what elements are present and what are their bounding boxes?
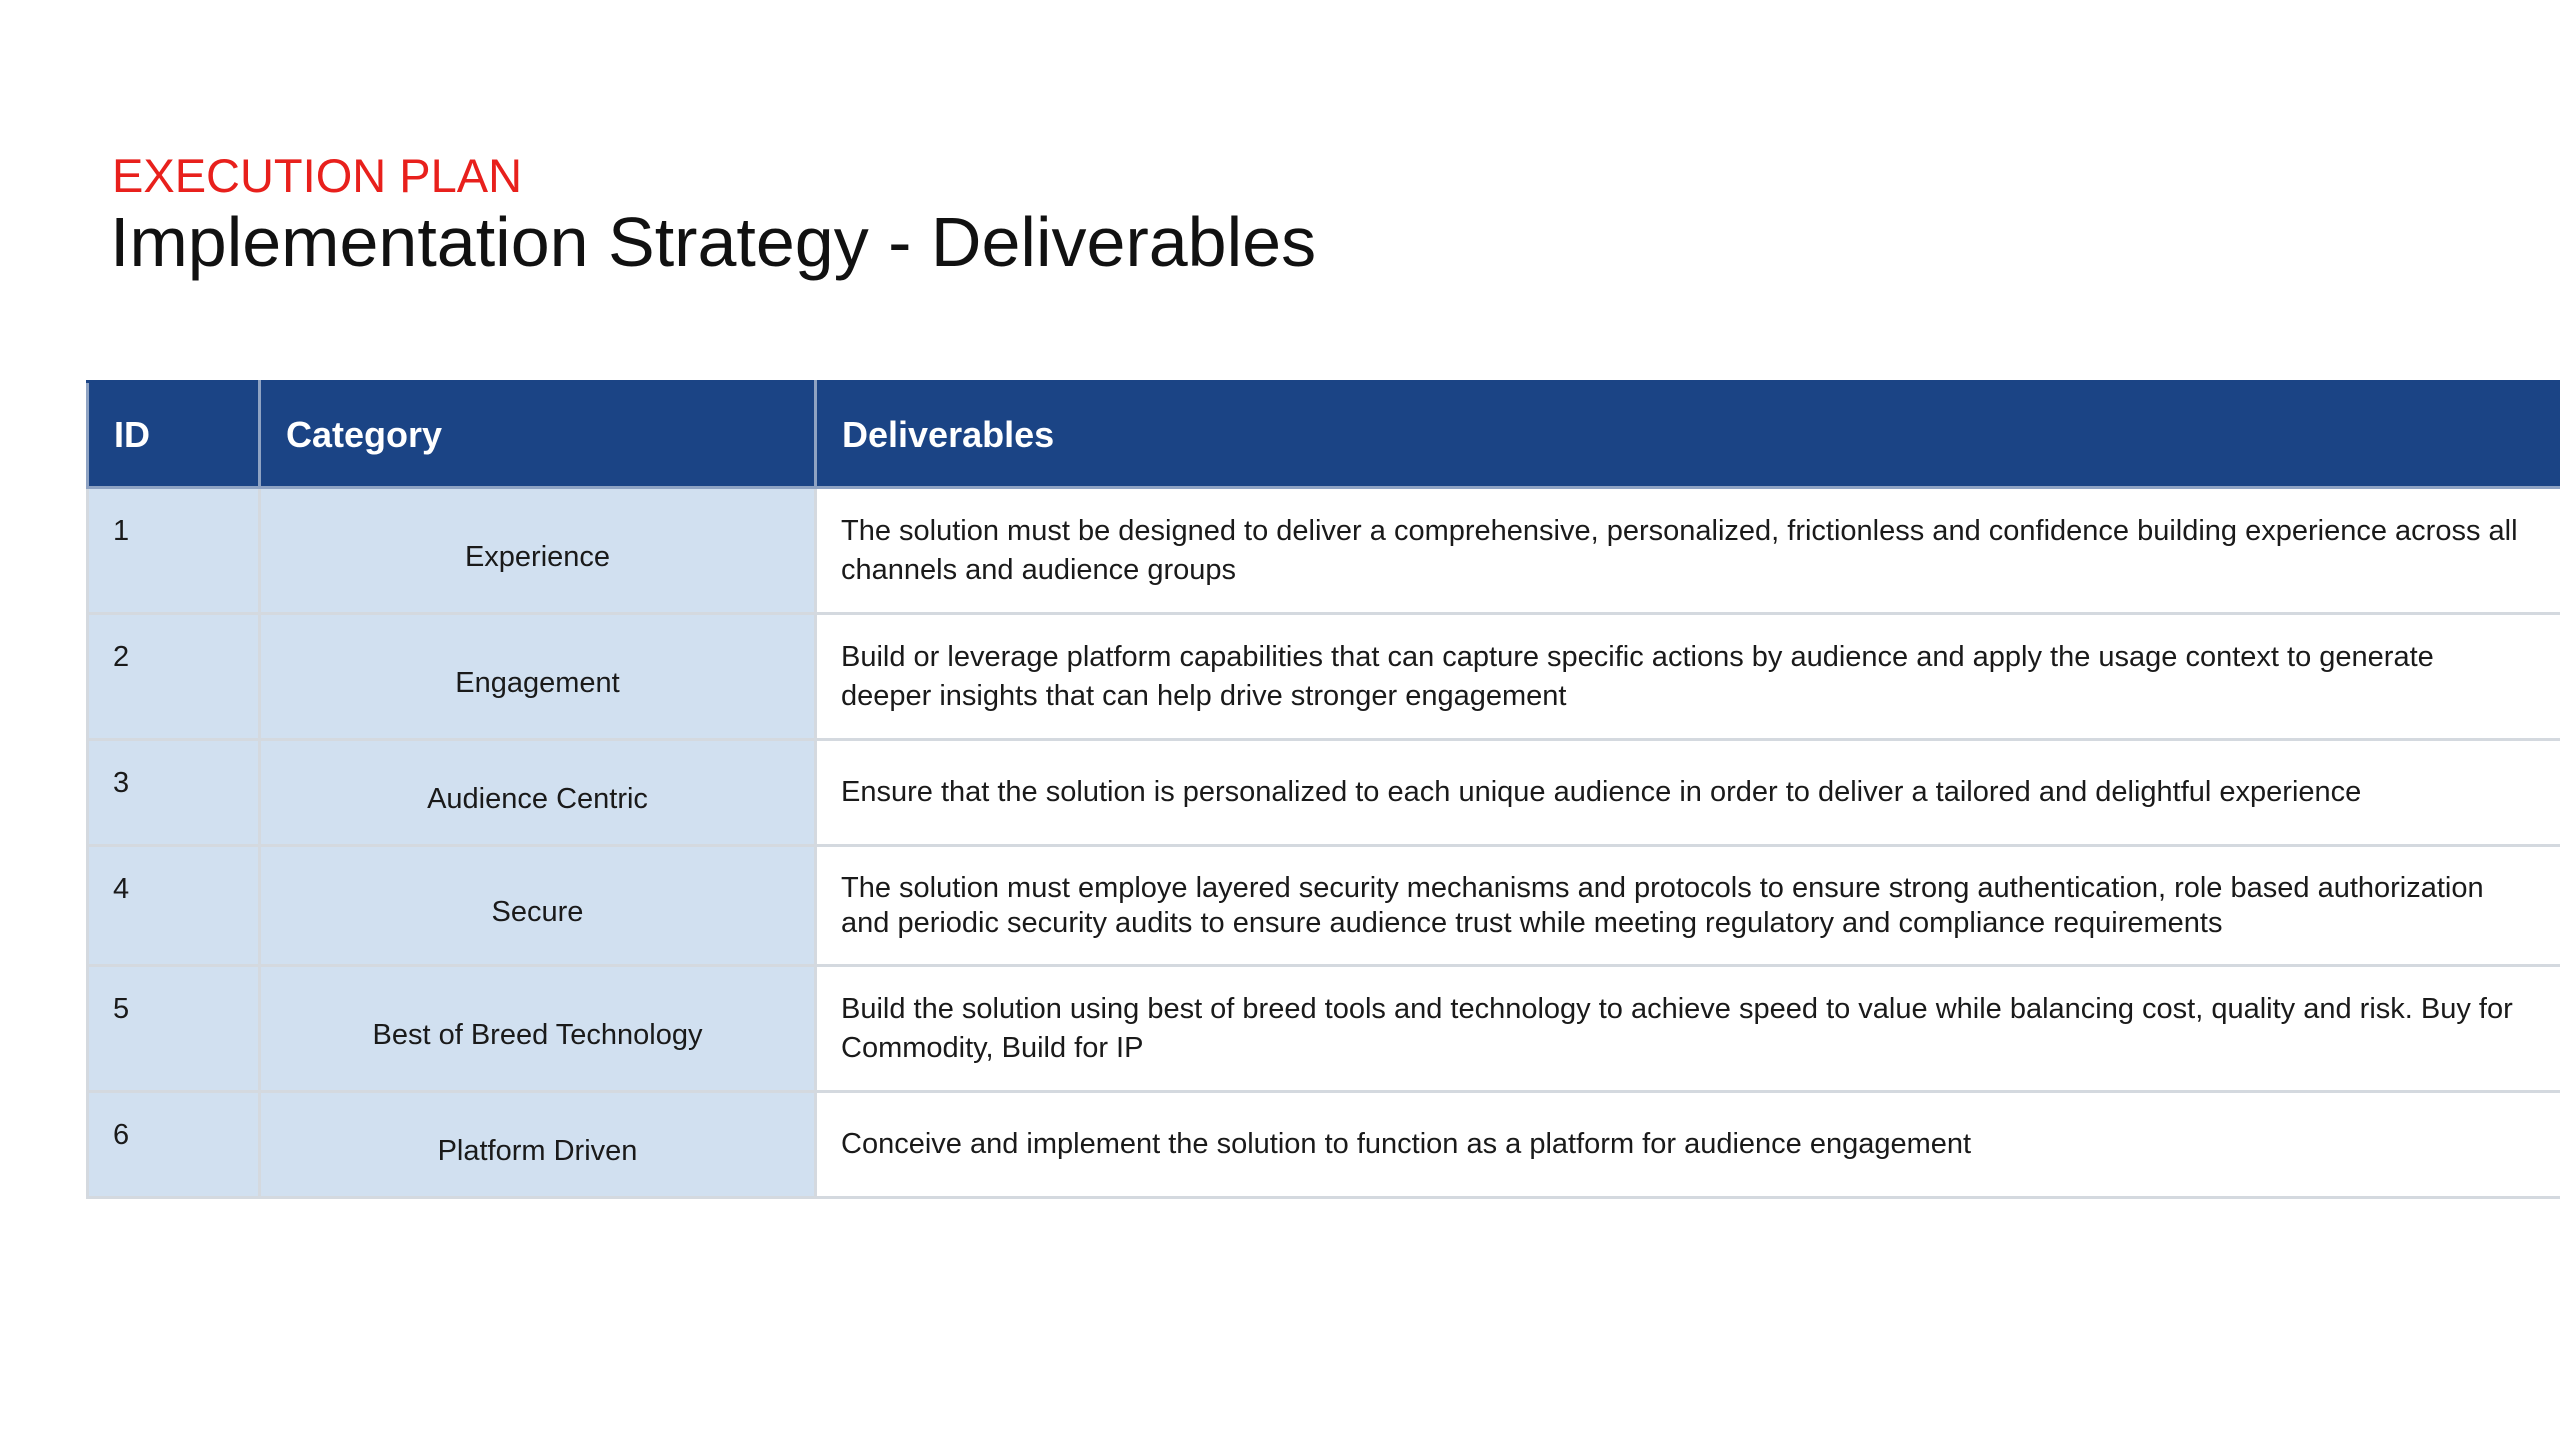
row-id: 3 <box>88 740 260 846</box>
column-header-category: Category <box>260 382 816 488</box>
row-category: Platform Driven <box>260 1092 816 1198</box>
row-category: Best of Breed Technology <box>260 966 816 1092</box>
row-deliverable: Conceive and implement the solution to function as a platform for audience engagement <box>816 1092 2560 1198</box>
table-row <box>88 966 2560 1092</box>
table-row <box>88 846 2560 966</box>
table-row <box>88 1092 2560 1198</box>
row-id: 6 <box>88 1092 260 1198</box>
table-row <box>88 488 2560 614</box>
row-id: 4 <box>88 846 260 966</box>
row-id: 1 <box>88 488 260 614</box>
row-deliverable: Build the solution using best of breed tools and technology to achieve speed to value while balancing cost, quality and risk. Buy for Commodity, Build for IP <box>816 966 2560 1092</box>
row-category: Secure <box>260 846 816 966</box>
deliverables-table <box>86 380 2560 1199</box>
column-header-id: ID <box>88 382 260 488</box>
row-deliverable: Ensure that the solution is personalized to each unique audience in order to deliver a tailored and delightful experience <box>816 740 2560 846</box>
row-category: Audience Centric <box>260 740 816 846</box>
row-deliverable: The solution must be designed to deliver a comprehensive, personalized, frictionless and confidence building experience across all channels and audience groups <box>816 488 2560 614</box>
row-category: Experience <box>260 488 816 614</box>
table-header-row <box>88 382 2560 488</box>
section-label: EXECUTION PLAN <box>112 149 523 202</box>
row-category: Engagement <box>260 614 816 740</box>
row-id: 2 <box>88 614 260 740</box>
table-row <box>88 740 2560 846</box>
table-row <box>88 614 2560 740</box>
page-title: Implementation Strategy - Deliverables <box>110 203 1317 281</box>
row-deliverable: The solution must employe layered security mechanisms and protocols to ensure strong authentication, role based authorization and periodic security audits to ensure audience trust while meeting regulatory and compliance requirements <box>816 846 2560 966</box>
row-id: 5 <box>88 966 260 1092</box>
column-header-deliverables: Deliverables <box>816 382 2560 488</box>
row-deliverable: Build or leverage platform capabilities that can capture specific actions by audience and apply the usage context to generate deeper insights that can help drive stronger engagement <box>816 614 2560 740</box>
